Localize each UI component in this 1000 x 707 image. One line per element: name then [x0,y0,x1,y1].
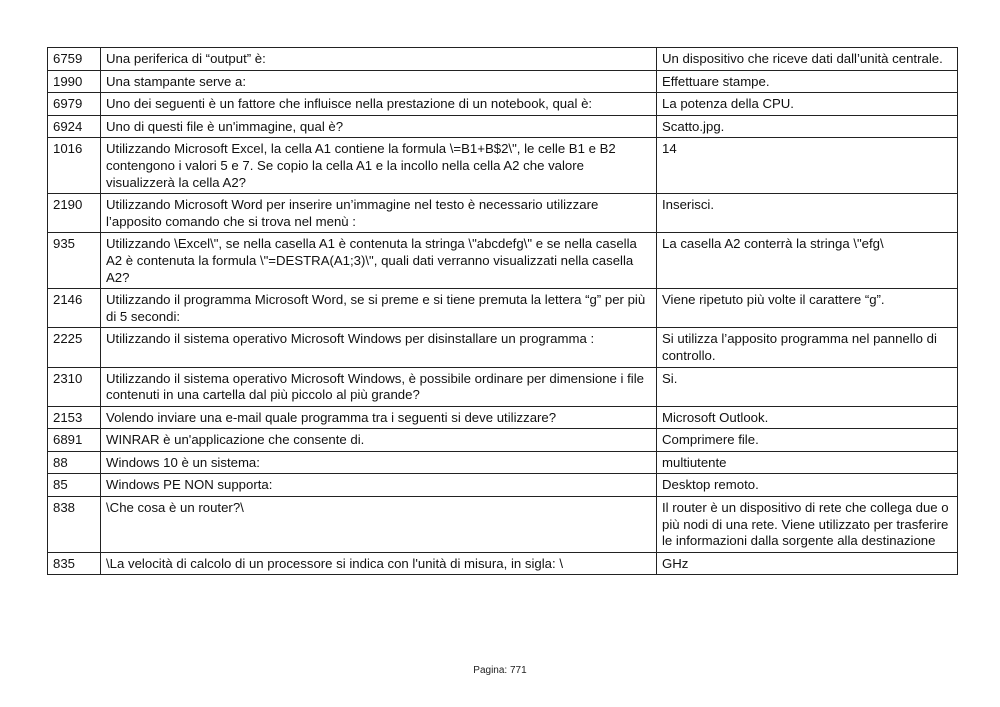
table-row [48,138,958,194]
row-id: 1016 [48,138,101,194]
table-row [48,115,958,138]
row-id: 6759 [48,48,101,71]
table-row [48,93,958,116]
table-row [48,552,958,575]
table-row [48,328,958,367]
row-id: 935 [48,233,101,289]
row-answer: multiutente [657,451,958,474]
row-question: Utilizzando il sistema operativo Microsoft Windows per disinstallare un programma : [101,328,657,367]
table-row [48,194,958,233]
row-id: 835 [48,552,101,575]
row-id: 6979 [48,93,101,116]
row-answer: Effettuare stampe. [657,70,958,93]
row-id: 85 [48,474,101,497]
row-answer: 14 [657,138,958,194]
row-id: 838 [48,497,101,553]
row-answer: La potenza della CPU. [657,93,958,116]
row-answer: Un dispositivo che riceve dati dall’unità centrale. [657,48,958,71]
row-id: 1990 [48,70,101,93]
row-id: 88 [48,451,101,474]
row-question: Windows PE NON supporta: [101,474,657,497]
page-number: Pagina: 771 [473,665,527,676]
row-id: 6924 [48,115,101,138]
row-id: 2310 [48,367,101,406]
row-question: Uno dei seguenti è un fattore che influisce nella prestazione di un notebook, qual è: [101,93,657,116]
row-question: Utilizzando \Excel\", se nella casella A1 è contenuta la stringa \"abcdefg\" e se nella casella A2 è contenuta la formula \"=DESTRA(A1;3)\", quali dati verranno visualizzati nella casella A2? [101,233,657,289]
table-row [48,48,958,71]
row-answer: Comprimere file. [657,429,958,452]
row-question: Utilizzando il sistema operativo Microsoft Windows, è possibile ordinare per dimensione i file contenuti in una cartella dal più piccolo al più grande? [101,367,657,406]
row-answer: La casella A2 conterrà la stringa \"efg\ [657,233,958,289]
qa-table [47,47,958,575]
row-question: \Che cosa è un router?\ [101,497,657,553]
row-answer: Desktop remoto. [657,474,958,497]
row-answer: Microsoft Outlook. [657,406,958,429]
row-question: Uno di questi file è un'immagine, qual è? [101,115,657,138]
table-row [48,367,958,406]
table-row [48,429,958,452]
row-question: Utilizzando Microsoft Excel, la cella A1 contiene la formula \=B1+B$2\", le celle B1 e B2 contengono i valori 5 e 7. Se copio la cella A1 e la incollo nella cella A2 che valore visualizzerà la cella A2? [101,138,657,194]
row-answer: Scatto.jpg. [657,115,958,138]
table-row [48,497,958,553]
table-row [48,406,958,429]
qa-table-body [48,48,958,575]
row-answer: GHz [657,552,958,575]
row-answer: Si utilizza l’apposito programma nel pannello di controllo. [657,328,958,367]
row-question: \La velocità di calcolo di un processore si indica con l'unità di misura, in sigla: \ [101,552,657,575]
row-question: Una periferica di “output” è: [101,48,657,71]
row-question: Volendo inviare una e-mail quale programma tra i seguenti si deve utilizzare? [101,406,657,429]
row-question: Utilizzando il programma Microsoft Word, se si preme e si tiene premuta la lettera “g” per più di 5 secondi: [101,289,657,328]
row-answer: Il router è un dispositivo di rete che collega due o più nodi di una rete. Viene utilizzato per trasferire le informazioni dalla sorgente alla destinazione [657,497,958,553]
row-id: 2153 [48,406,101,429]
row-id: 2190 [48,194,101,233]
row-question: Windows 10 è un sistema: [101,451,657,474]
row-answer: Inserisci. [657,194,958,233]
row-answer: Viene ripetuto più volte il carattere “g”. [657,289,958,328]
table-row [48,233,958,289]
row-id: 2225 [48,328,101,367]
row-id: 2146 [48,289,101,328]
row-id: 6891 [48,429,101,452]
row-question: Una stampante serve a: [101,70,657,93]
row-answer: Si. [657,367,958,406]
table-row [48,289,958,328]
table-row [48,70,958,93]
table-row [48,474,958,497]
row-question: WINRAR è un'applicazione che consente di. [101,429,657,452]
table-row [48,451,958,474]
row-question: Utilizzando Microsoft Word per inserire un’immagine nel testo è necessario utilizzare l’apposito comando che si trova nel menù : [101,194,657,233]
